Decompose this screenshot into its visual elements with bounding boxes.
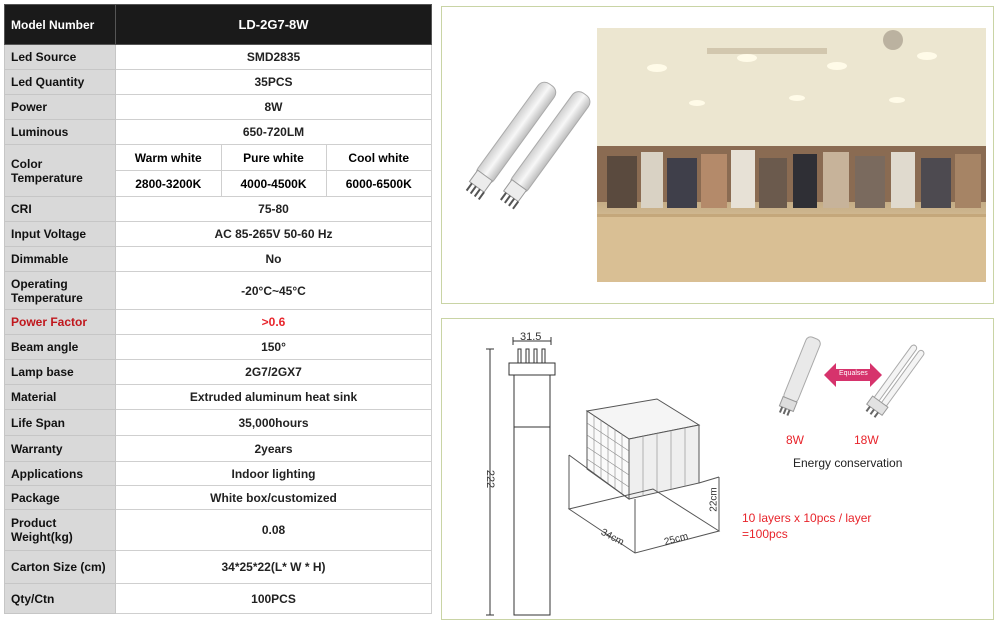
spec-value: 8W [116, 95, 432, 120]
color-option-range: 6000-6500K [326, 171, 431, 197]
spec-row [5, 70, 432, 95]
spec-value: 34*25*22(L* W * H) [116, 551, 432, 584]
spec-value: LD-2G7-8W [116, 5, 432, 45]
carton-box-drawing [567, 391, 722, 561]
spec-value: 0.08 [116, 510, 432, 551]
spec-row-color-temperature [5, 145, 432, 197]
spec-label: Input Voltage [5, 222, 116, 247]
packing-info-line1: 10 layers x 10pcs / layer [742, 511, 872, 525]
tube-width-dimension: 31.5 [520, 331, 542, 343]
carton-height-dimension: 22cm [708, 487, 720, 512]
spec-value: No [116, 247, 432, 272]
spec-label: Material [5, 385, 116, 410]
led-watt-label: 8W [786, 433, 804, 447]
energy-conservation-caption: Energy conservation [793, 456, 903, 470]
packaging-diagram-panel [441, 318, 994, 620]
spec-label: CRI [5, 197, 116, 222]
spec-label: Luminous [5, 120, 116, 145]
spec-value: 100PCS [116, 584, 432, 614]
spec-value: AC 85-265V 50-60 Hz [116, 222, 432, 247]
spec-row [5, 272, 432, 310]
spec-label: Applications [5, 462, 116, 486]
equals-label: Equalses [839, 370, 868, 377]
color-option-name: Cool white [326, 145, 431, 171]
spec-value: 35,000hours [116, 410, 432, 436]
led-tube-8w-image [772, 331, 827, 426]
spec-label: Qty/Ctn [5, 584, 116, 614]
spec-label: Carton Size (cm) [5, 551, 116, 584]
spec-row [5, 120, 432, 145]
spec-label: Product Weight(kg) [5, 510, 116, 551]
spec-label: Package [5, 486, 116, 510]
spec-row [5, 197, 432, 222]
spec-label: Life Span [5, 410, 116, 436]
spec-label: Beam angle [5, 335, 116, 360]
carton-length-dimension: 34cm [598, 526, 626, 549]
spec-value: 35PCS [116, 70, 432, 95]
spec-label: Dimmable [5, 247, 116, 272]
spec-value: 2years [116, 436, 432, 462]
spec-row [5, 310, 432, 335]
spec-label: Lamp base [5, 360, 116, 385]
spec-label: Operating Temperature [5, 272, 116, 310]
spec-row [5, 360, 432, 385]
spec-row [5, 385, 432, 410]
spec-row [5, 510, 432, 551]
color-option-range: 4000-4500K [221, 171, 326, 197]
carton-width-dimension: 25cm [662, 531, 690, 548]
spec-label: Led Source [5, 45, 116, 70]
color-option-name: Pure white [221, 145, 326, 171]
spec-row [5, 551, 432, 584]
spec-row-model [5, 5, 432, 45]
product-photo-panel [441, 6, 994, 304]
spec-label: Model Number [5, 5, 116, 45]
spec-value: Extruded aluminum heat sink [116, 385, 432, 410]
spec-value: SMD2835 [116, 45, 432, 70]
spec-value: Indoor lighting [116, 462, 432, 486]
color-option-name: Warm white [116, 145, 221, 171]
spec-value: 150° [116, 335, 432, 360]
spec-row [5, 222, 432, 247]
cfl-watt-label: 18W [854, 433, 879, 447]
spec-label: Power [5, 95, 116, 120]
store-interior-photo [597, 28, 986, 282]
tube-length-dimension: 222 [484, 469, 497, 489]
spec-row [5, 335, 432, 360]
spec-label: Power Factor [5, 310, 116, 335]
spec-value: 650-720LM [116, 120, 432, 145]
spec-row [5, 410, 432, 436]
spec-label: Led Quantity [5, 70, 116, 95]
spec-row [5, 45, 432, 70]
spec-row [5, 486, 432, 510]
spec-label: Color Temperature [5, 145, 116, 197]
spec-value: >0.6 [116, 310, 432, 335]
packing-info-line2: =100pcs [742, 527, 788, 541]
color-option-range: 2800-3200K [116, 171, 221, 197]
spec-row [5, 247, 432, 272]
spec-table [4, 4, 432, 614]
led-tube-product-image [446, 65, 596, 235]
color-temperature-table [116, 145, 431, 196]
spec-row [5, 462, 432, 486]
spec-row [5, 584, 432, 614]
spec-value: 75-80 [116, 197, 432, 222]
spec-value: -20°C~45°C [116, 272, 432, 310]
spec-row [5, 95, 432, 120]
spec-label: Warranty [5, 436, 116, 462]
cfl-18w-image [842, 333, 937, 433]
spec-value: White box/customized [116, 486, 432, 510]
spec-value: 2G7/2GX7 [116, 360, 432, 385]
spec-row [5, 436, 432, 462]
